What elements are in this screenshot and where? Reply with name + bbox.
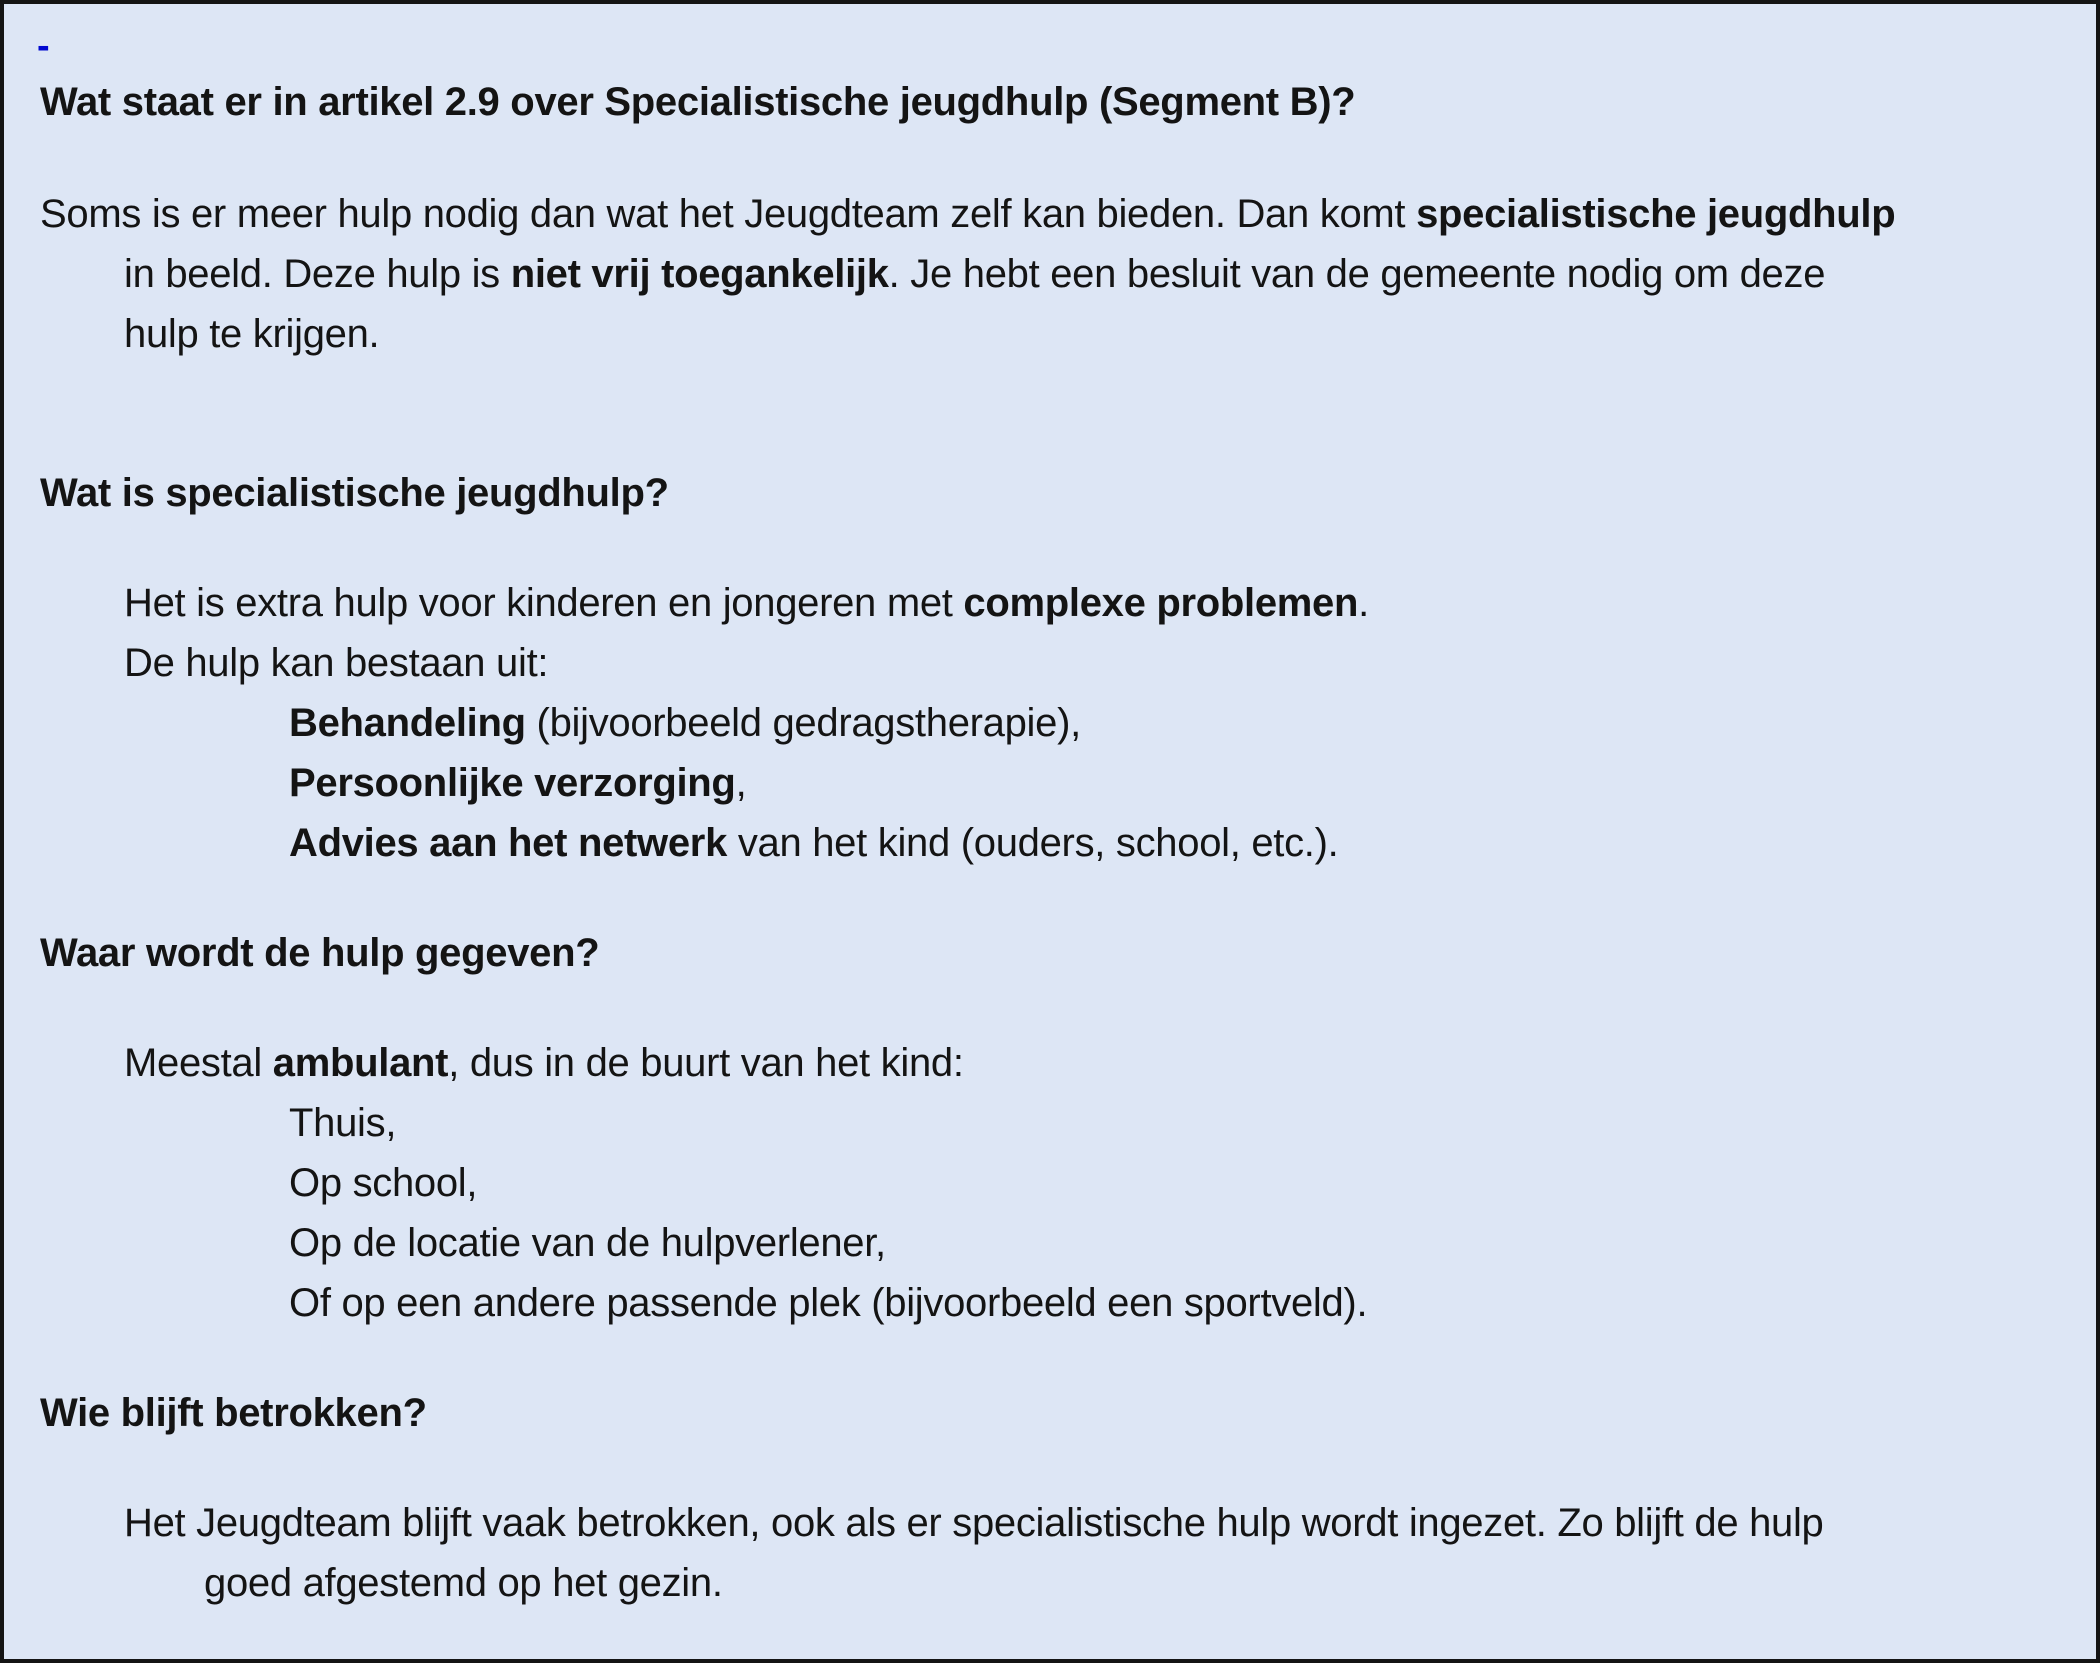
text-run: Het Jeugdteam blijft vaak betrokken, ook als er specialistische hulp wordt ingezet. Zo blijft de hulp <box>124 1501 1824 1545</box>
text-run: in beeld. Deze hulp is <box>124 252 511 296</box>
text-run: , <box>735 761 747 805</box>
section-heading: Wat is specialistische jeugdhulp? <box>40 471 669 515</box>
text-run: Thuis, <box>289 1101 397 1145</box>
section-heading: Wie blijft betrokken? <box>40 1391 427 1435</box>
bookmark-dash: - <box>37 25 50 67</box>
text-line <box>4 1033 2096 1093</box>
bold-run: niet vrij toegankelijk <box>510 252 889 296</box>
text-line <box>4 1493 2096 1553</box>
text-run: hulp te krijgen. <box>124 312 380 356</box>
text-line <box>4 693 2096 753</box>
text-run: (bijvoorbeeld gedragstherapie), <box>525 701 1081 745</box>
text-run: Meestal <box>124 1041 273 1085</box>
bold-run: specialistische jeugdhulp <box>1416 192 1896 236</box>
text-line <box>4 1093 2096 1153</box>
text-run: , dus in de buurt van het kind: <box>448 1041 964 1085</box>
bold-run: Advies aan het netwerk <box>289 821 728 865</box>
text-line <box>4 633 2096 693</box>
bold-run: complexe problemen <box>963 581 1359 625</box>
text-line <box>4 573 2096 633</box>
text-line <box>4 813 2096 873</box>
text-run: Op de locatie van de hulpverlener, <box>289 1221 886 1265</box>
bold-run: Persoonlijke verzorging <box>289 761 736 805</box>
text-run: Het is extra hulp voor kinderen en jongeren met <box>124 581 964 625</box>
document-content <box>4 184 2096 1613</box>
text-run: Of op een andere passende plek (bijvoorbeeld een sportveld). <box>289 1281 1368 1325</box>
text-run: . Je hebt een besluit van de gemeente nodig om deze <box>888 252 1826 296</box>
text-run: De hulp kan bestaan uit: <box>124 641 549 685</box>
text-line <box>4 1553 2096 1613</box>
text-run: van het kind (ouders, school, etc.). <box>727 821 1339 865</box>
text-line <box>4 304 2096 364</box>
text-line <box>4 753 2096 813</box>
text-line <box>4 184 2096 244</box>
text-run: . <box>1358 581 1369 625</box>
text-run: Soms is er meer hulp nodig dan wat het Jeugdteam zelf kan bieden. Dan komt <box>40 192 1417 236</box>
text-line <box>4 1213 2096 1273</box>
bold-run: ambulant <box>272 1041 449 1085</box>
section-heading: Waar wordt de hulp gegeven? <box>40 931 600 975</box>
text-run: Op school, <box>289 1161 478 1205</box>
page-title: Wat staat er in artikel 2.9 over Specialistische jeugdhulp (Segment B)? <box>40 80 1356 124</box>
text-line <box>4 1153 2096 1213</box>
text-run: goed afgestemd op het gezin. <box>204 1561 723 1605</box>
bold-run: Behandeling <box>289 701 526 745</box>
text-line <box>4 244 2096 304</box>
text-line <box>4 1273 2096 1333</box>
